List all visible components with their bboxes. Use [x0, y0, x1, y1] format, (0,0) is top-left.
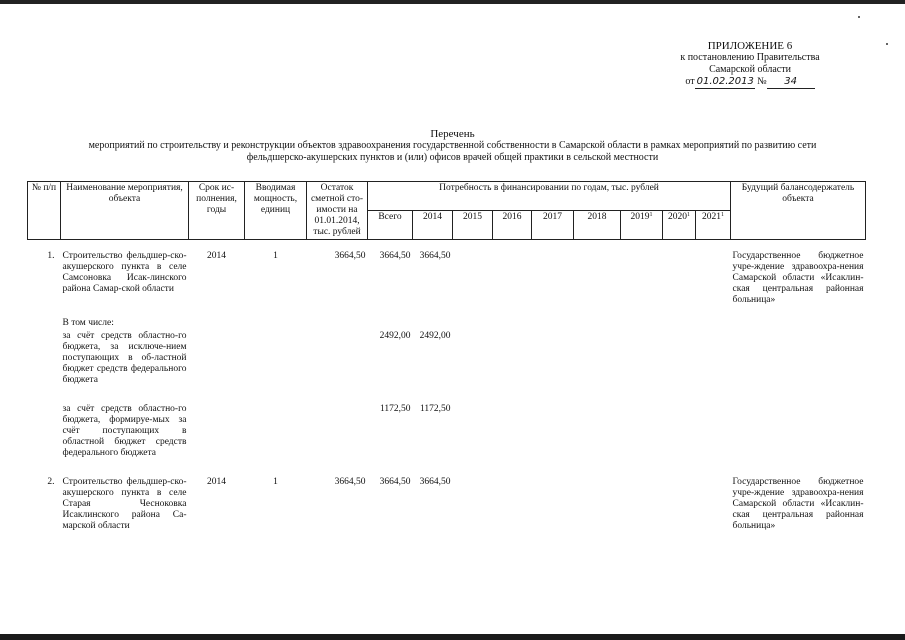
- row-2014: 2492,00: [419, 331, 451, 341]
- header-year-2015: 2015: [453, 211, 493, 240]
- document-heading: [20, 128, 885, 164]
- row-2014: 1172,50: [419, 404, 451, 414]
- page-bottom-border: [0, 634, 905, 640]
- row-total: 1172,50: [379, 404, 411, 414]
- footnote-mark: 1: [649, 212, 653, 218]
- table-row: [28, 476, 866, 533]
- header-year-2016: 2016: [493, 211, 532, 240]
- row-name: В том числе:: [62, 318, 114, 328]
- row-capacity: 1: [273, 477, 278, 487]
- row-remainder: 3664,50: [334, 251, 366, 261]
- header-year-2020: 2020$^1$: [663, 211, 696, 240]
- row-remainder: 3664,50: [334, 477, 366, 487]
- header-year-2021: 2021$^1$: [696, 211, 731, 240]
- row-2014: 3664,50: [419, 477, 451, 487]
- footnote-mark: 1: [687, 212, 690, 218]
- row-total: 3664,50: [379, 477, 411, 487]
- header-capacity: Вводимая мощность, единиц: [245, 182, 307, 240]
- header-term: Срок ис-полнения, годы: [189, 182, 245, 240]
- heading-line-1: мероприятий по строительству и реконструкции объектов здравоохранения государственной собственности в Самарской области в рамках мероприятий по развитию сети: [88, 140, 817, 151]
- header-no: № п/п: [28, 182, 61, 240]
- measures-table: [27, 181, 866, 533]
- row-term: 2014: [207, 251, 226, 261]
- row-2014: 3664,50: [419, 251, 451, 261]
- row-name: за счёт средств областно-го бюджета, формируе-мых за счёт поступающих в областной бюджет средств федерального бюджета: [62, 404, 187, 458]
- header-year-2017: 2017: [532, 211, 574, 240]
- appendix-date-line: [650, 76, 850, 89]
- header-year-2018: 2018: [574, 211, 621, 240]
- header-holder: Будущий балансодержатель объекта: [731, 182, 866, 240]
- row-capacity: 1: [273, 251, 278, 261]
- header-year-2019: 2019$^1$: [621, 211, 663, 240]
- row-name: Строительство фельдшер-ско-акушерского пункта в селе Самсоновка Исак-линского района Самар-ской области: [62, 251, 187, 294]
- header-remainder: Остаток сметной сто-имости на 01.01.2014, тыс. рублей: [307, 182, 368, 240]
- appendix-line-1: к постановлению Правительства: [680, 52, 820, 63]
- number-prefix: №: [757, 76, 767, 87]
- heading-line-2: фельдшерско-акушерских пунктов и (или) офисов врачей общей практики в сельской местности: [246, 152, 659, 163]
- appendix-block: [650, 40, 850, 89]
- footnote-mark: 1: [721, 212, 724, 218]
- row-total: 2492,00: [379, 331, 411, 341]
- handwritten-number: 34: [767, 76, 815, 89]
- header-total: Всего: [368, 211, 413, 240]
- row-name: за счёт средств областно-го бюджета, за исключе-нием поступающих в об-ластной бюджет средств федерального бюджета: [62, 331, 187, 385]
- header-name: Наименование мероприятия, объекта: [61, 182, 189, 240]
- row-number: 1.: [47, 251, 55, 261]
- row-holder: Государственное бюджетное учре-ждение здравоохра-нения Самарской области «Исаклин-ская центральная районная больница»: [732, 251, 864, 305]
- table-row: [28, 330, 866, 387]
- row-name: Строительство фельдшер-ско-акушерского пункта в селе Старая Чесноковка Исаклинского района Са-марской области: [62, 477, 187, 531]
- header-need-group: Потребность в финансировании по годам, тыс. рублей: [368, 182, 731, 211]
- handwritten-date: 01.02.2013: [696, 76, 754, 87]
- row-total: 3664,50: [379, 251, 411, 261]
- scan-speck: [858, 16, 860, 18]
- heading-title: Перечень: [430, 128, 475, 140]
- row-holder: Государственное бюджетное учре-ждение здравоохра-нения Самарской области «Исаклин-ская центральная районная больница»: [732, 477, 864, 531]
- table-row: [28, 250, 866, 307]
- appendix-line-2: Самарской области: [709, 64, 791, 75]
- table-row: [28, 403, 866, 460]
- table-row: [28, 317, 866, 330]
- table-header-row: [28, 182, 866, 211]
- row-term: 2014: [207, 477, 226, 487]
- page-top-border: [0, 0, 905, 4]
- date-prefix: от: [685, 76, 695, 87]
- appendix-title: ПРИЛОЖЕНИЕ 6: [707, 40, 793, 52]
- header-year-2014: 2014: [413, 211, 453, 240]
- row-number: 2.: [47, 477, 55, 487]
- scan-speck: [886, 43, 888, 45]
